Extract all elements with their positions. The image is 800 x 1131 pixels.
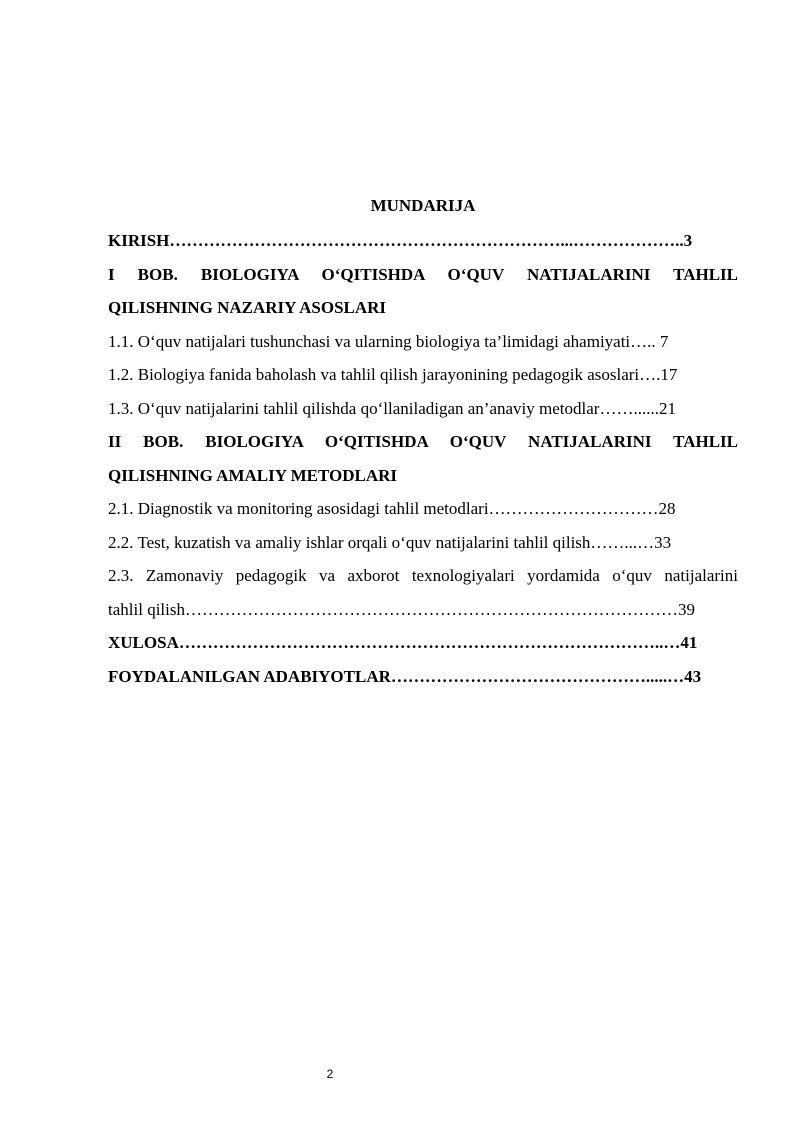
toc-title: MUNDARIJA <box>370 196 476 215</box>
toc-entry-references: FOYDALANILGAN ADABIYOTLAR……………………………………….....…43 <box>108 666 702 686</box>
toc-section-2-2: 2.2. Test, kuzatish va amaliy ishlar orqali o‘quv natijalarini tahlil qilish……...…33 <box>108 532 672 552</box>
toc-chapter-1-heading-cont: QILISHNING NAZARIY ASOSLARI <box>108 298 387 317</box>
page-number: 2 <box>326 1067 334 1081</box>
toc-section-2-1: 2.1. Diagnostik va monitoring asosidagi tahlil metodlari…………………………28 <box>108 499 676 518</box>
toc-chapter-1-heading: I BOB. BIOLOGIYA O‘QITISHDA O‘QUV NATIJALARINI TAHLIL <box>108 264 738 284</box>
table-of-contents <box>108 224 738 693</box>
toc-section-2-3: 2.3. Zamonaviy pedagogik va axborot texnologiyalari yordamida o‘quv natijalarini <box>108 566 738 585</box>
toc-chapter-2-heading: II BOB. BIOLOGIYA O‘QITISHDA O‘QUV NATIJALARINI TAHLIL <box>108 432 738 451</box>
toc-chapter-2-heading-cont: QILISHNING AMALIY METODLARI <box>108 465 398 485</box>
toc-section-1-3: 1.3. O‘quv natijalarini tahlil qilishda qo‘llaniladigan an’anaviy metodlar……......21 <box>108 398 676 418</box>
toc-section-2-3-cont: tahlil qilish……………………………………………………………………………39 <box>108 599 695 619</box>
toc-section-1-1: 1.1. O‘quv natijalari tushunchasi va ularning biologiya ta’limidagi ahamiyati….. 7 <box>108 331 669 351</box>
toc-section-1-2: 1.2. Biologiya fanida baholash va tahlil qilish jarayonining pedagogik asoslari….17 <box>108 365 678 384</box>
toc-entry-xulosa: XULOSA…………………………………………………………………………..…41 <box>108 633 698 652</box>
toc-entry-kirish: KIRISH……………………………………………………………...………………..3 <box>108 231 693 250</box>
